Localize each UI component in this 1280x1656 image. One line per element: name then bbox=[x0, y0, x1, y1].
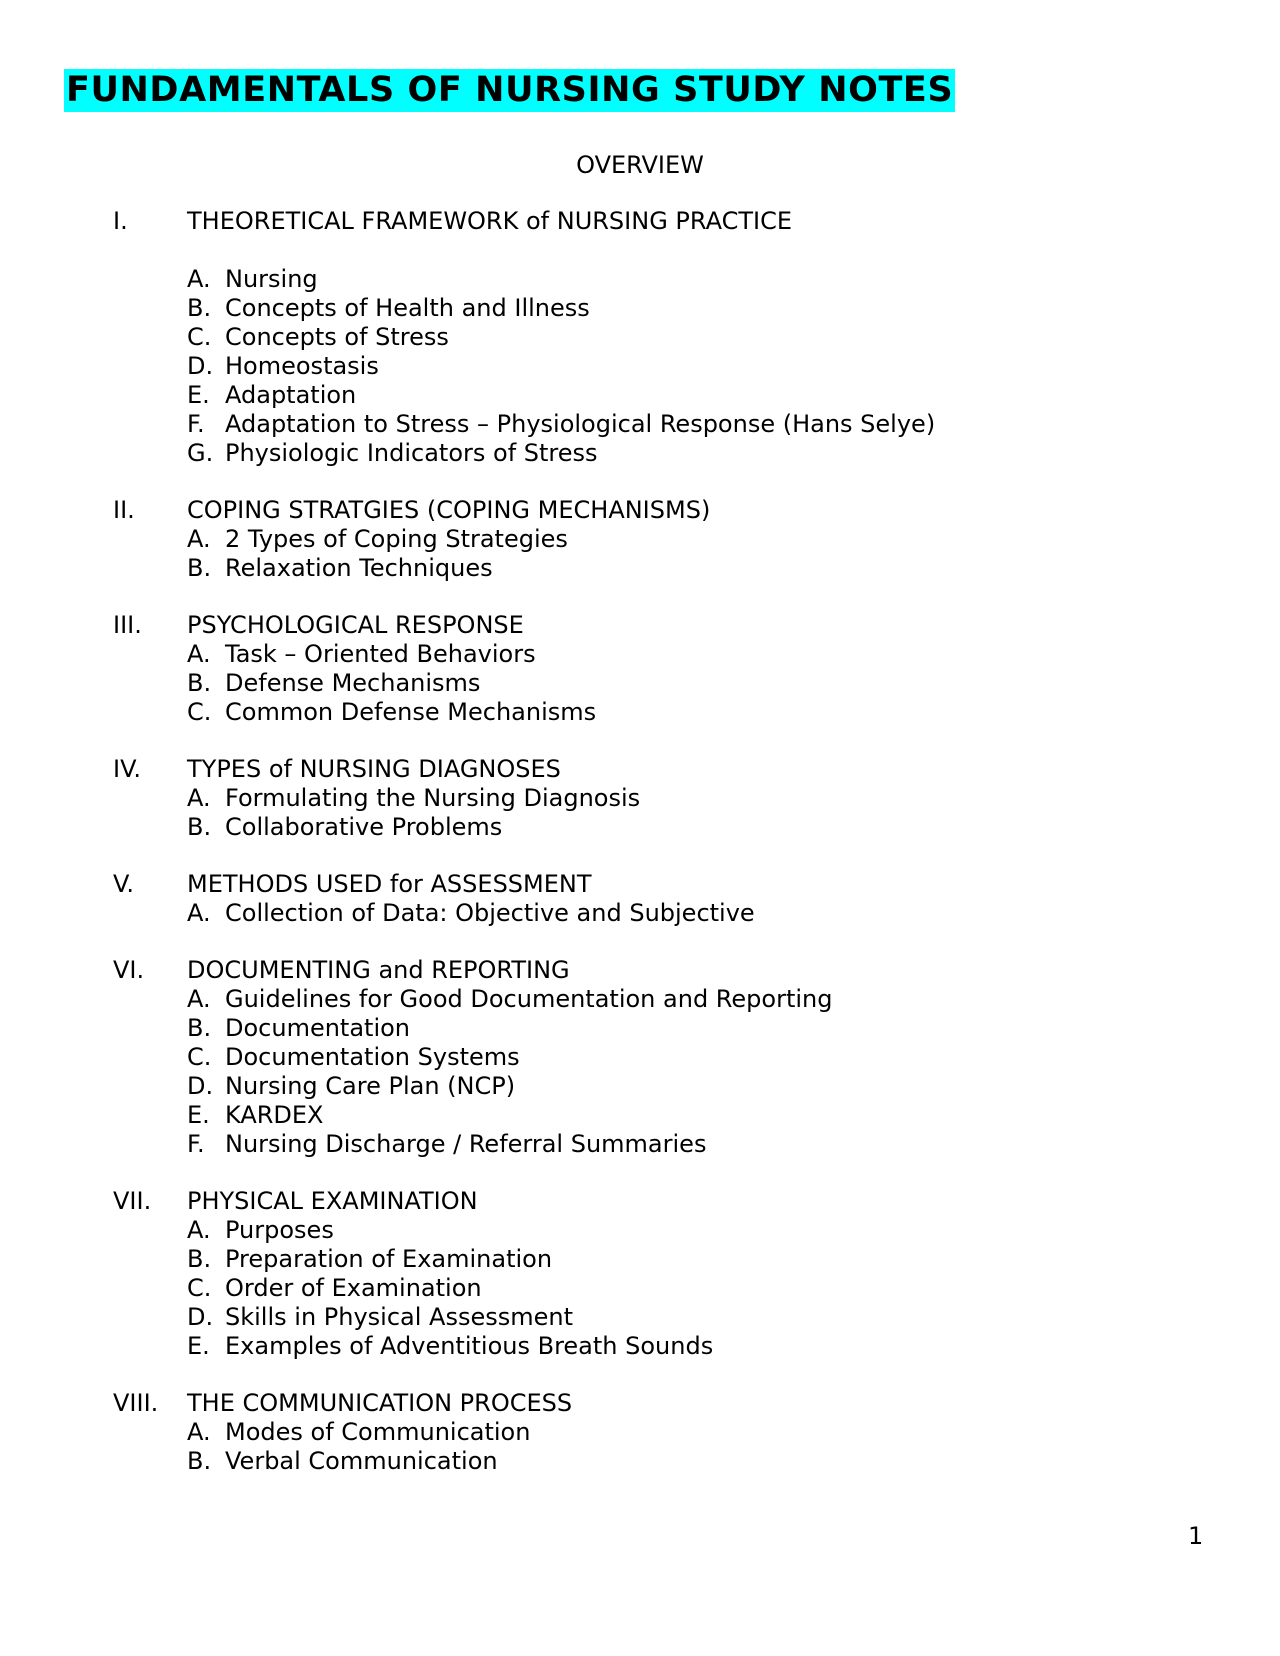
section-heading bbox=[0, 1389, 1280, 1418]
list-item bbox=[0, 1447, 1280, 1476]
section-heading bbox=[0, 496, 1280, 525]
outline-section bbox=[0, 496, 1280, 583]
item-letter: B. bbox=[187, 669, 212, 697]
list-item bbox=[0, 554, 1280, 583]
item-letter: E. bbox=[187, 1332, 210, 1360]
item-letter: A. bbox=[187, 525, 211, 553]
item-text: Collection of Data: Objective and Subjective bbox=[225, 899, 755, 927]
item-text: Nursing bbox=[225, 265, 318, 293]
item-text: Verbal Communication bbox=[225, 1447, 498, 1475]
item-text: Skills in Physical Assessment bbox=[225, 1303, 573, 1331]
list-item bbox=[0, 352, 1280, 381]
item-letter: B. bbox=[187, 554, 212, 582]
list-item bbox=[0, 1245, 1280, 1274]
list-item bbox=[0, 1101, 1280, 1130]
section-numeral: I. bbox=[113, 207, 128, 235]
item-text: Modes of Communication bbox=[225, 1418, 531, 1446]
list-item bbox=[0, 1274, 1280, 1303]
list-item bbox=[0, 985, 1280, 1014]
item-text: 2 Types of Coping Strategies bbox=[225, 525, 568, 553]
item-text: Adaptation to Stress – Physiological Response (Hans Selye) bbox=[225, 410, 936, 438]
item-letter: G. bbox=[187, 439, 214, 467]
section-item-list bbox=[0, 265, 1280, 468]
section-item-list bbox=[0, 985, 1280, 1159]
list-item bbox=[0, 813, 1280, 842]
item-text: Guidelines for Good Documentation and Reporting bbox=[225, 985, 833, 1013]
item-letter: D. bbox=[187, 1303, 214, 1331]
item-text: Defense Mechanisms bbox=[225, 669, 481, 697]
item-letter: F. bbox=[187, 410, 205, 438]
item-text: Concepts of Health and Illness bbox=[225, 294, 590, 322]
item-text: KARDEX bbox=[225, 1101, 324, 1129]
item-letter: B. bbox=[187, 1014, 212, 1042]
section-heading bbox=[0, 956, 1280, 985]
item-letter: C. bbox=[187, 1043, 212, 1071]
section-numeral: VII. bbox=[113, 1187, 152, 1215]
item-text: Purposes bbox=[225, 1216, 334, 1244]
section-title: THE COMMUNICATION PROCESS bbox=[187, 1389, 573, 1417]
item-text: Collaborative Problems bbox=[225, 813, 503, 841]
list-item bbox=[0, 1072, 1280, 1101]
list-item bbox=[0, 1043, 1280, 1072]
section-title: THEORETICAL FRAMEWORK of NURSING PRACTICE bbox=[187, 207, 793, 235]
list-item bbox=[0, 1216, 1280, 1245]
item-text: Documentation bbox=[225, 1014, 411, 1042]
list-item bbox=[0, 1303, 1280, 1332]
item-letter: E. bbox=[187, 381, 210, 409]
item-letter: A. bbox=[187, 899, 211, 927]
item-letter: B. bbox=[187, 1245, 212, 1273]
section-numeral: V. bbox=[113, 870, 134, 898]
section-numeral: VI. bbox=[113, 956, 145, 984]
outline-section bbox=[0, 870, 1280, 928]
item-text: Relaxation Techniques bbox=[225, 554, 493, 582]
outline-section bbox=[0, 755, 1280, 842]
section-title: TYPES of NURSING DIAGNOSES bbox=[187, 755, 561, 783]
list-item bbox=[0, 1418, 1280, 1447]
list-item bbox=[0, 410, 1280, 439]
item-text: Examples of Adventitious Breath Sounds bbox=[225, 1332, 714, 1360]
item-text: Nursing Discharge / Referral Summaries bbox=[225, 1130, 707, 1158]
list-item bbox=[0, 669, 1280, 698]
list-item bbox=[0, 381, 1280, 410]
item-text: Concepts of Stress bbox=[225, 323, 449, 351]
section-numeral: VIII. bbox=[113, 1389, 159, 1417]
section-item-list bbox=[0, 784, 1280, 842]
list-item bbox=[0, 525, 1280, 554]
item-text: Common Defense Mechanisms bbox=[225, 698, 597, 726]
item-text: Adaptation bbox=[225, 381, 357, 409]
item-letter: C. bbox=[187, 698, 212, 726]
overview-heading: OVERVIEW bbox=[576, 151, 704, 179]
outline-section bbox=[0, 1389, 1280, 1476]
item-letter: A. bbox=[187, 1418, 211, 1446]
item-text: Documentation Systems bbox=[225, 1043, 520, 1071]
document-title: FUNDAMENTALS OF NURSING STUDY NOTES bbox=[66, 70, 954, 110]
section-title: DOCUMENTING and REPORTING bbox=[187, 956, 570, 984]
item-letter: C. bbox=[187, 323, 212, 351]
item-letter: A. bbox=[187, 985, 211, 1013]
list-item bbox=[0, 899, 1280, 928]
item-text: Task – Oriented Behaviors bbox=[225, 640, 536, 668]
item-letter: C. bbox=[187, 1274, 212, 1302]
item-letter: F. bbox=[187, 1130, 205, 1158]
outline-section bbox=[0, 1187, 1280, 1361]
section-numeral: III. bbox=[113, 611, 142, 639]
section-title: COPING STRATGIES (COPING MECHANISMS) bbox=[187, 496, 711, 524]
outline-section bbox=[0, 207, 1280, 468]
item-letter: E. bbox=[187, 1101, 210, 1129]
section-numeral: II. bbox=[113, 496, 135, 524]
section-title: METHODS USED for ASSESSMENT bbox=[187, 870, 592, 898]
item-letter: D. bbox=[187, 352, 214, 380]
section-numeral: IV. bbox=[113, 755, 142, 783]
item-letter: B. bbox=[187, 294, 212, 322]
section-title: PSYCHOLOGICAL RESPONSE bbox=[187, 611, 524, 639]
item-text: Order of Examination bbox=[225, 1274, 482, 1302]
section-heading bbox=[0, 611, 1280, 640]
outline-section bbox=[0, 956, 1280, 1159]
item-letter: A. bbox=[187, 265, 211, 293]
item-letter: A. bbox=[187, 784, 211, 812]
section-item-list bbox=[0, 525, 1280, 583]
outline-section bbox=[0, 611, 1280, 727]
list-item bbox=[0, 1332, 1280, 1361]
section-title: PHYSICAL EXAMINATION bbox=[187, 1187, 478, 1215]
item-text: Physiologic Indicators of Stress bbox=[225, 439, 598, 467]
item-text: Homeostasis bbox=[225, 352, 379, 380]
item-letter: D. bbox=[187, 1072, 214, 1100]
item-text: Preparation of Examination bbox=[225, 1245, 553, 1273]
section-item-list bbox=[0, 1418, 1280, 1476]
list-item bbox=[0, 1014, 1280, 1043]
list-item bbox=[0, 323, 1280, 352]
item-letter: B. bbox=[187, 1447, 212, 1475]
item-letter: A. bbox=[187, 640, 211, 668]
section-heading bbox=[0, 207, 1280, 236]
section-heading bbox=[0, 755, 1280, 784]
section-item-list bbox=[0, 899, 1280, 928]
section-heading bbox=[0, 1187, 1280, 1216]
section-item-list bbox=[0, 640, 1280, 727]
item-text: Formulating the Nursing Diagnosis bbox=[225, 784, 641, 812]
list-item bbox=[0, 265, 1280, 294]
page-number: 1 bbox=[1188, 1522, 1204, 1550]
list-item bbox=[0, 784, 1280, 813]
list-item bbox=[0, 294, 1280, 323]
section-item-list bbox=[0, 1216, 1280, 1361]
item-text: Nursing Care Plan (NCP) bbox=[225, 1072, 516, 1100]
item-letter: A. bbox=[187, 1216, 211, 1244]
section-heading bbox=[0, 870, 1280, 899]
item-letter: B. bbox=[187, 813, 212, 841]
outline bbox=[0, 207, 1280, 1504]
list-item bbox=[0, 439, 1280, 468]
list-item bbox=[0, 640, 1280, 669]
list-item bbox=[0, 1130, 1280, 1159]
list-item bbox=[0, 698, 1280, 727]
